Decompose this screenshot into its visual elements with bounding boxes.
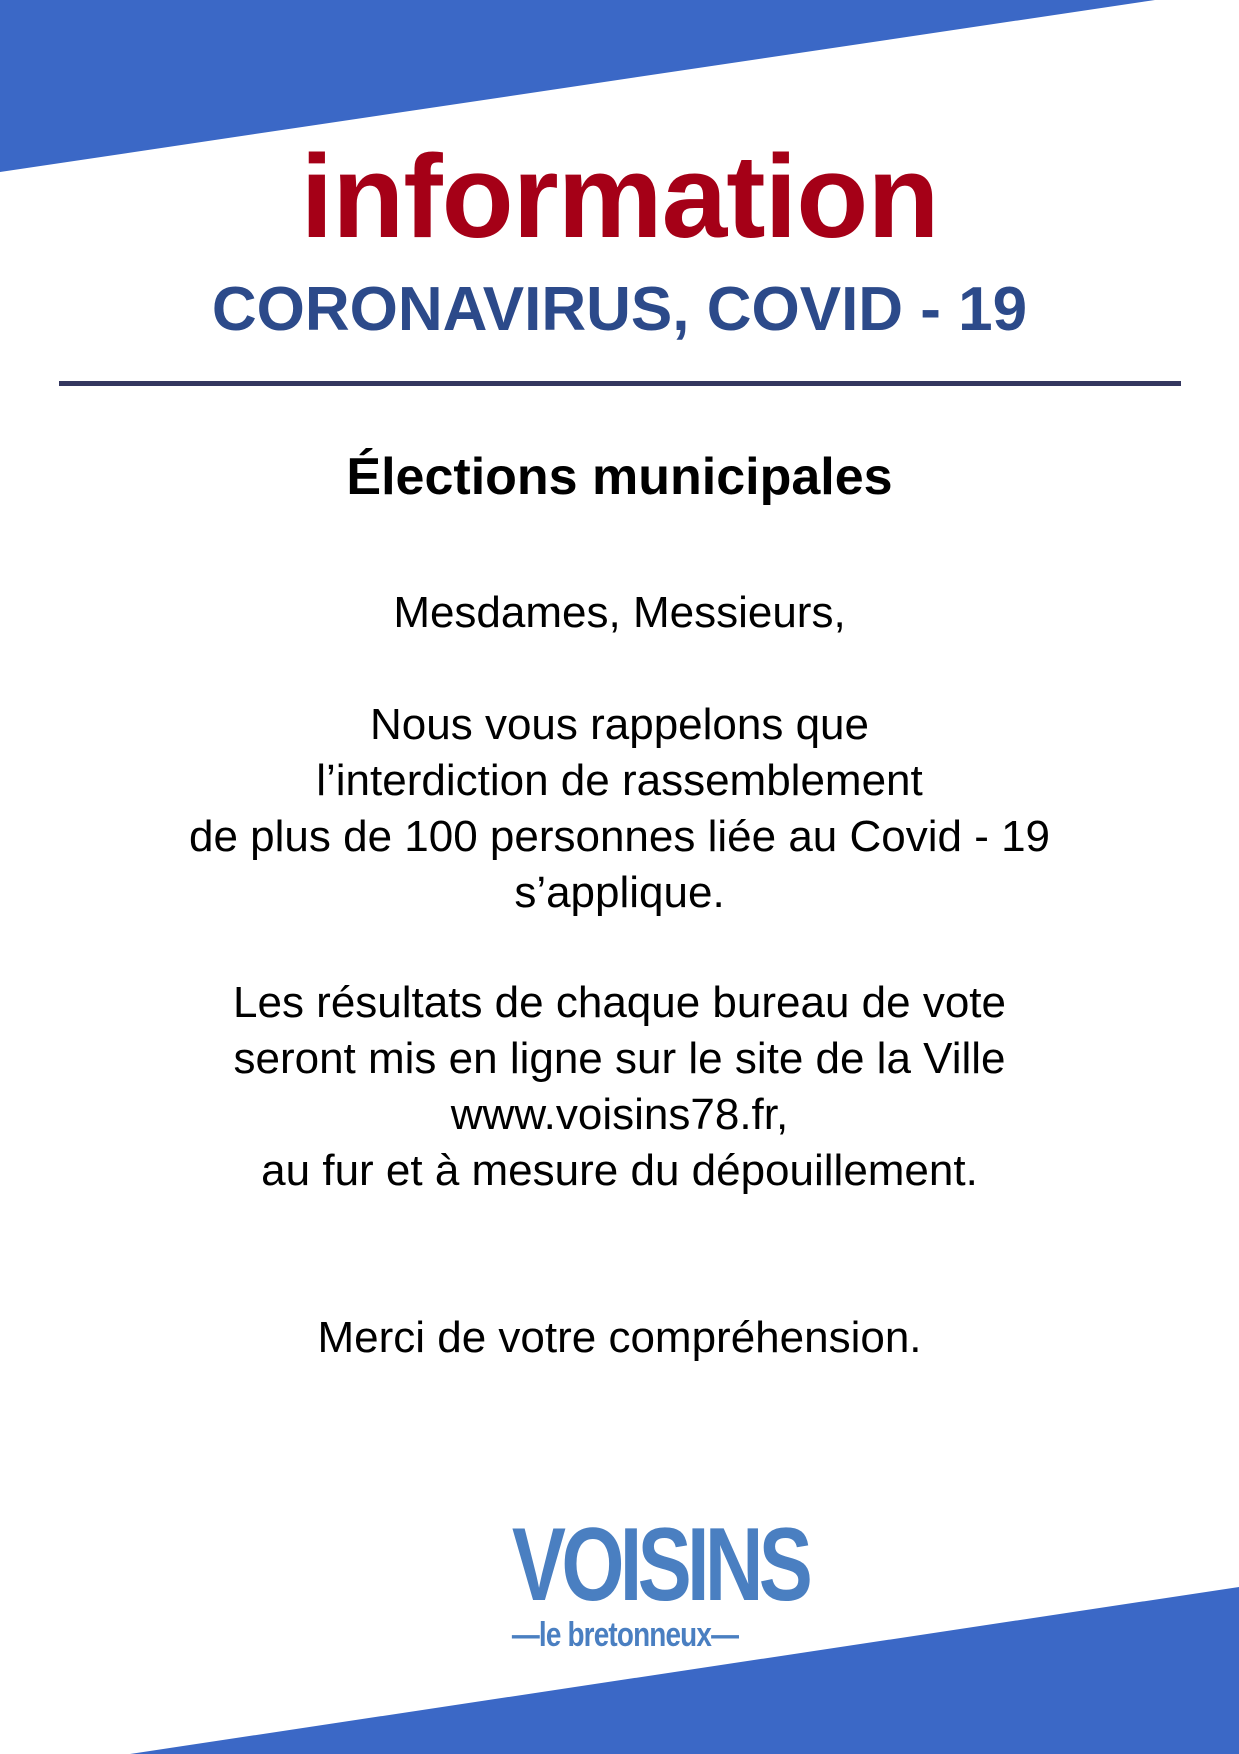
website-link[interactable]: www.voisins78.fr, <box>450 1090 789 1139</box>
paragraph-rassemblement <box>0 697 1239 921</box>
closing-text: Merci de votre compréhension. <box>317 1313 922 1362</box>
divider <box>59 381 1181 386</box>
paragraph-resultats <box>0 975 1239 1199</box>
text-line: Les résultats de chaque bureau de vote <box>233 978 1006 1027</box>
text-line: Nous vous rappelons que <box>370 700 869 749</box>
text-line: l’interdiction de rassemblement <box>316 756 923 805</box>
voisins-logo <box>480 1507 809 1655</box>
text-line: seront mis en ligne sur le site de la Ville <box>233 1034 1006 1083</box>
page-subtitle: CORONAVIRUS, COVID - 19 <box>211 275 1028 344</box>
text-line: s’applique. <box>514 868 725 917</box>
section-heading: Élections municipales <box>346 448 893 506</box>
logo-name: VOISINS <box>511 1507 809 1623</box>
text-line: au fur et à mesure du dépouillement. <box>261 1146 978 1195</box>
greeting: Mesdames, Messieurs, <box>393 588 846 637</box>
page-title: information <box>300 131 939 263</box>
logo-tagline: —le bretonneux— <box>511 1616 739 1654</box>
text-line: de plus de 100 personnes liée au Covid - 19 <box>188 812 1051 861</box>
